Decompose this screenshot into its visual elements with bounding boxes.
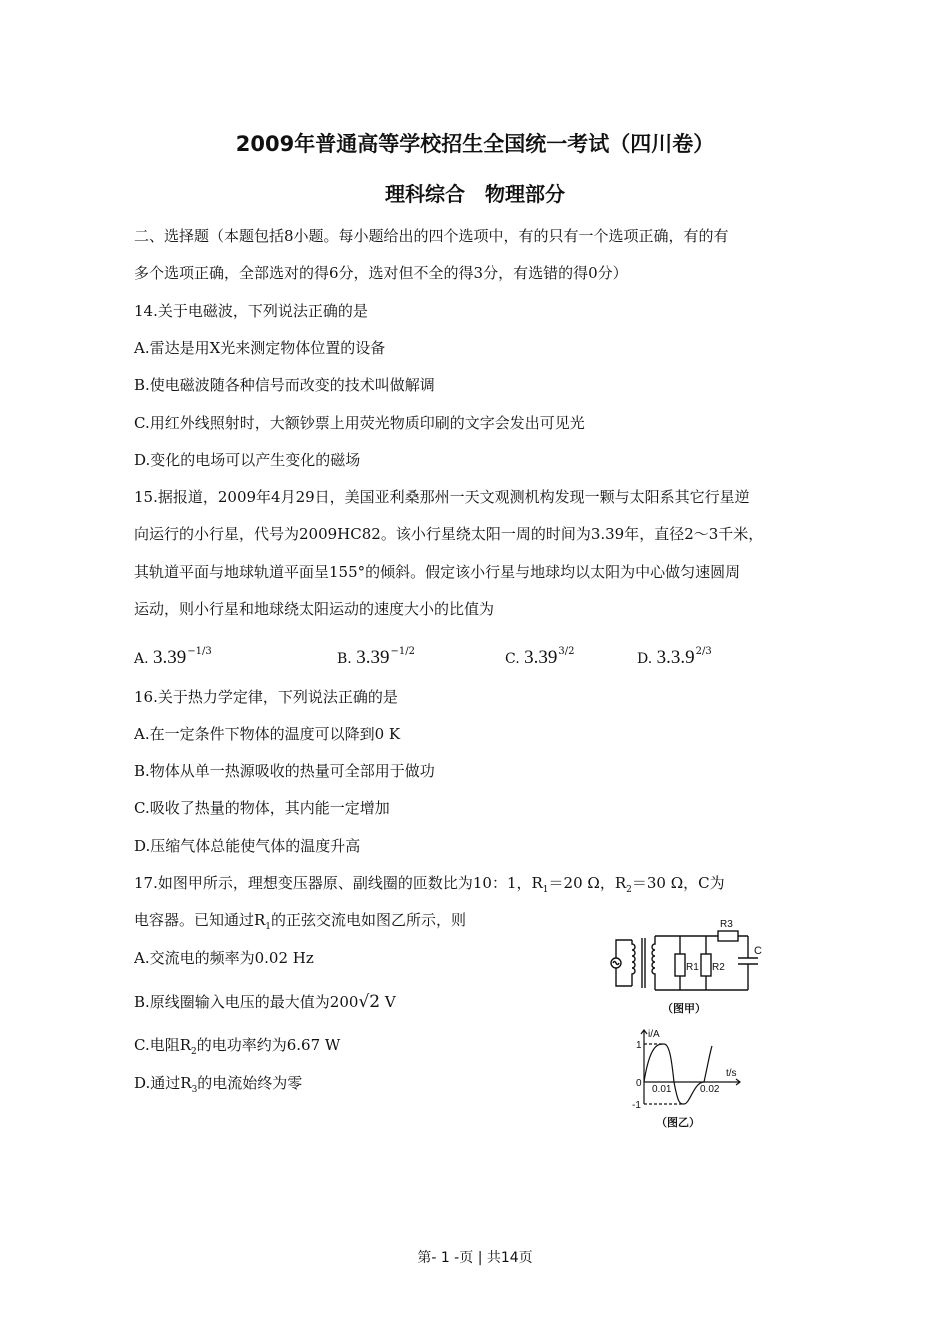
y-tick-neg1: -1 bbox=[632, 1100, 641, 1111]
q16-option-b: B.物体从单一热源吸收的热量可全部用于做功 bbox=[134, 762, 435, 780]
q17-option-b: B.原线圈输入电压的最大值为200√2 V bbox=[134, 992, 396, 1012]
q14-option-d: D.变化的电场可以产生变化的磁场 bbox=[134, 451, 361, 469]
q15-option-a: A. $3.39^{-1/3}$ bbox=[134, 646, 212, 668]
section-header-line-2: 多个选项正确，全部选对的得6分，选对但不全的得3分，有选错的得0分） bbox=[134, 264, 628, 282]
r2-label: R2 bbox=[712, 962, 725, 973]
q17-option-a: A.交流电的频率为0.02 Hz bbox=[134, 949, 314, 967]
q17-option-c: C.电阻$R_2$的电功率约为6.67 W bbox=[134, 1036, 341, 1057]
q14-option-b: B.使电磁波随各种信号而改变的技术叫做解调 bbox=[134, 376, 435, 394]
r3-label: R3 bbox=[720, 919, 733, 930]
q16-option-a: A.在一定条件下物体的温度可以降到0 K bbox=[134, 725, 401, 743]
y-tick-1: 1 bbox=[636, 1040, 642, 1051]
q15-stem-line-4: 运动，则小行星和地球绕太阳运动的速度大小的比值为 bbox=[134, 600, 495, 618]
page-subtitle: 理科综合 物理部分 bbox=[385, 182, 565, 206]
r1-resistor bbox=[675, 954, 685, 976]
capacitor-label: C bbox=[754, 945, 762, 957]
secondary-coil bbox=[652, 936, 655, 990]
page-footer: 第- 1 -页 | 共14页 bbox=[417, 1250, 533, 1266]
q17-option-d: D.通过$R_3$的电流始终为零 bbox=[134, 1074, 303, 1095]
figure-yi-caption: （图乙） bbox=[656, 1117, 700, 1129]
x-tick-001: 0.01 bbox=[652, 1084, 672, 1095]
r1-label: R1 bbox=[686, 962, 699, 973]
q15-option-c: C. $3.39^{3/2}$ bbox=[505, 646, 575, 668]
q14-stem: 14.关于电磁波，下列说法正确的是 bbox=[134, 302, 368, 320]
q16-option-c: C.吸收了热量的物体，其内能一定增加 bbox=[134, 799, 390, 817]
y-axis-label: i/A bbox=[648, 1029, 660, 1040]
r3-resistor bbox=[718, 931, 738, 941]
q14-option-a: A.雷达是用X光来测定物体位置的设备 bbox=[134, 339, 386, 357]
primary-coil bbox=[632, 940, 635, 986]
x-axis-label: t/s bbox=[726, 1068, 737, 1079]
sine-curve bbox=[644, 1044, 712, 1104]
section-header-line-1: 二、选择题（本题包括8小题。每小题给出的四个选项中，有的只有一个选项正确，有的有 bbox=[134, 227, 729, 245]
q15-stem-line-1: 15.据报道，2009年4月29日，美国亚利桑那州一天文观测机构发现一颗与太阳系其它行星逆 bbox=[134, 488, 750, 506]
figure-yi-graph bbox=[622, 1024, 752, 1132]
q14-option-c: C.用红外线照射时，大额钞票上用荧光物质印刷的文字会发出可见光 bbox=[134, 414, 585, 432]
q15-option-d: D. $3.3.9^{2/3}$ bbox=[637, 646, 712, 668]
q17-stem-line-1: 17.如图甲所示，理想变压器原、副线圈的匝数比为10：1，$R_1=20$ Ω，$R_2=30$ Ω，C为 bbox=[134, 874, 725, 895]
q15-option-b: B. $3.39^{-1/2}$ bbox=[337, 646, 415, 668]
page-title: 2009年普通高等学校招生全国统一考试（四川卷） bbox=[235, 132, 715, 156]
x-tick-002: 0.02 bbox=[700, 1084, 720, 1095]
figure-jia-circuit bbox=[608, 914, 768, 1026]
q15-stem-line-3: 其轨道平面与地球轨道平面呈155°的倾斜。假定该小行星与地球均以太阳为中心做匀速圆周 bbox=[134, 563, 741, 581]
q15-stem-line-2: 向运行的小行星，代号为2009HC82。该小行星绕太阳一周的时间为3.39年，直径2～3千米， bbox=[134, 525, 764, 543]
r2-resistor bbox=[701, 954, 711, 976]
figure-jia-caption: （图甲） bbox=[662, 1003, 706, 1015]
q16-stem: 16.关于热力学定律，下列说法正确的是 bbox=[134, 688, 398, 706]
q17-stem-line-2: 电容器。已知通过$R_1$的正弦交流电如图乙所示，则 bbox=[134, 911, 467, 932]
q16-option-d: D.压缩气体总能使气体的温度升高 bbox=[134, 837, 361, 855]
origin-label: 0 bbox=[636, 1078, 642, 1089]
